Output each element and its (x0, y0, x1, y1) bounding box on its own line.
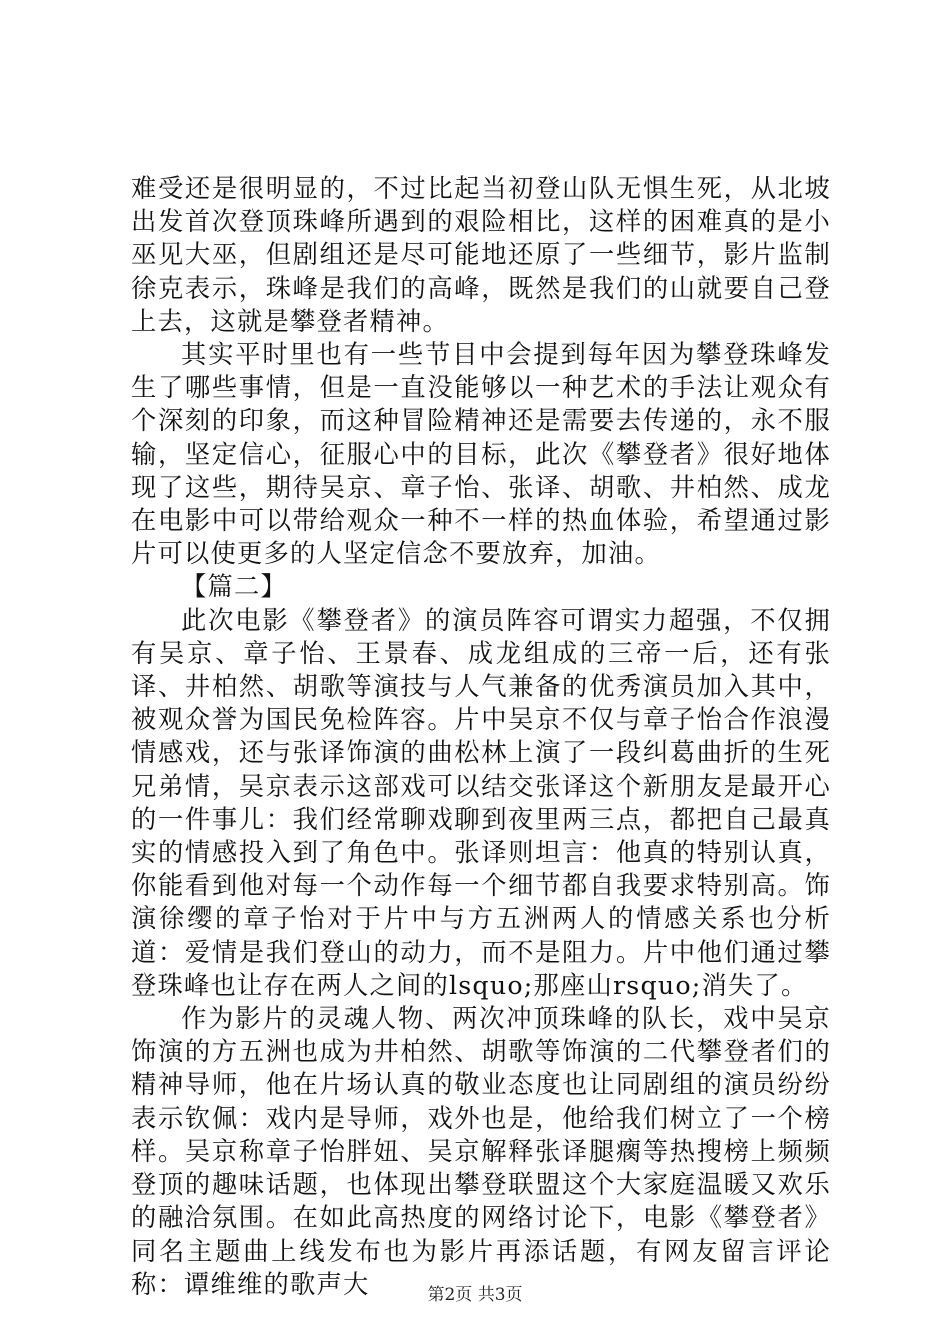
document-body (131, 172, 831, 1301)
paragraph-adventure-spirit: 其实平时里也有一些节目中会提到每年因为攀登珠峰发生了哪些事情，但是一直没能够以一种艺术的手法让观众有个深刻的印象，而这种冒险精神还是需要去传递的，永不服输，坚定信心，征服心中的目标，此次《攀登者》很好地体现了这些，期待吴京、章子怡、张译、胡歌、井柏然、成龙在电影中可以带给观众一种不一样的热血体验，希望通过影片可以使更多的人坚定信念不要放弃，加油。 (131, 340, 831, 569)
paragraph-cast-lineup: 此次电影《攀登者》的演员阵容可谓实力超强，不仅拥有吴京、章子怡、王景春、成龙组成的三帝一后，还有张译、井柏然、胡歌等演技与人气兼备的优秀演员加入其中，被观众誉为国民免检阵容。片中吴京不仅与章子怡合作浪漫情感戏，还与张译饰演的曲松林上演了一段纠葛曲折的生死兄弟情，吴京表示这部戏可以结交张译这个新朋友是最开心的一件事儿：我们经常聊戏聊到夜里两三点，都把自己最真实的情感投入到了角色中。张译则坦言：他真的特别认真，你能看到他对每一个动作每一个细节都自我要求特别高。饰演徐缨的章子怡对于片中与方五洲两人的情感关系也分析道：爱情是我们登山的动力，而不是阻力。片中他们通过攀登珠峰也让存在两人之间的lsquo;那座山rsquo;消失了。 (131, 605, 831, 1000)
page-footer: 第2页 共3页 (427, 1285, 523, 1305)
section-heading-part-two: 【篇二】 (181, 572, 287, 602)
paragraph-continuation: 难受还是很明显的，不过比起当初登山队无惧生死，从北坡出发首次登顶珠峰所遇到的艰险相比，这样的困难真的是小巫见大巫，但剧组还是尽可能地还原了一些细节，影片监制徐克表示，珠峰是我们的高峰，既然是我们的山就要自己登上去，这就是攀登者精神。 (131, 174, 831, 336)
paragraph-team-captain: 作为影片的灵魂人物、两次冲顶珠峰的队长，戏中吴京饰演的方五洲也成为井柏然、胡歌等饰演的二代攀登者们的精神导师，他在片场认真的敬业态度也让同剧组的演员纷纷表示钦佩：戏内是导师，戏外也是，他给我们树立了一个榜样。吴京称章子怡胖妞、吴京解释张译腿瘸等热搜榜上频频登顶的趣味话题，也体现出攀登联盟这个大家庭温暖又欢乐的融洽氛围。在如此高热度的网络讨论下，电影《攀登者》同名主题曲上线发布也为影片再添话题，有网友留言评论称：谭维维的歌声大 (131, 1004, 831, 1299)
